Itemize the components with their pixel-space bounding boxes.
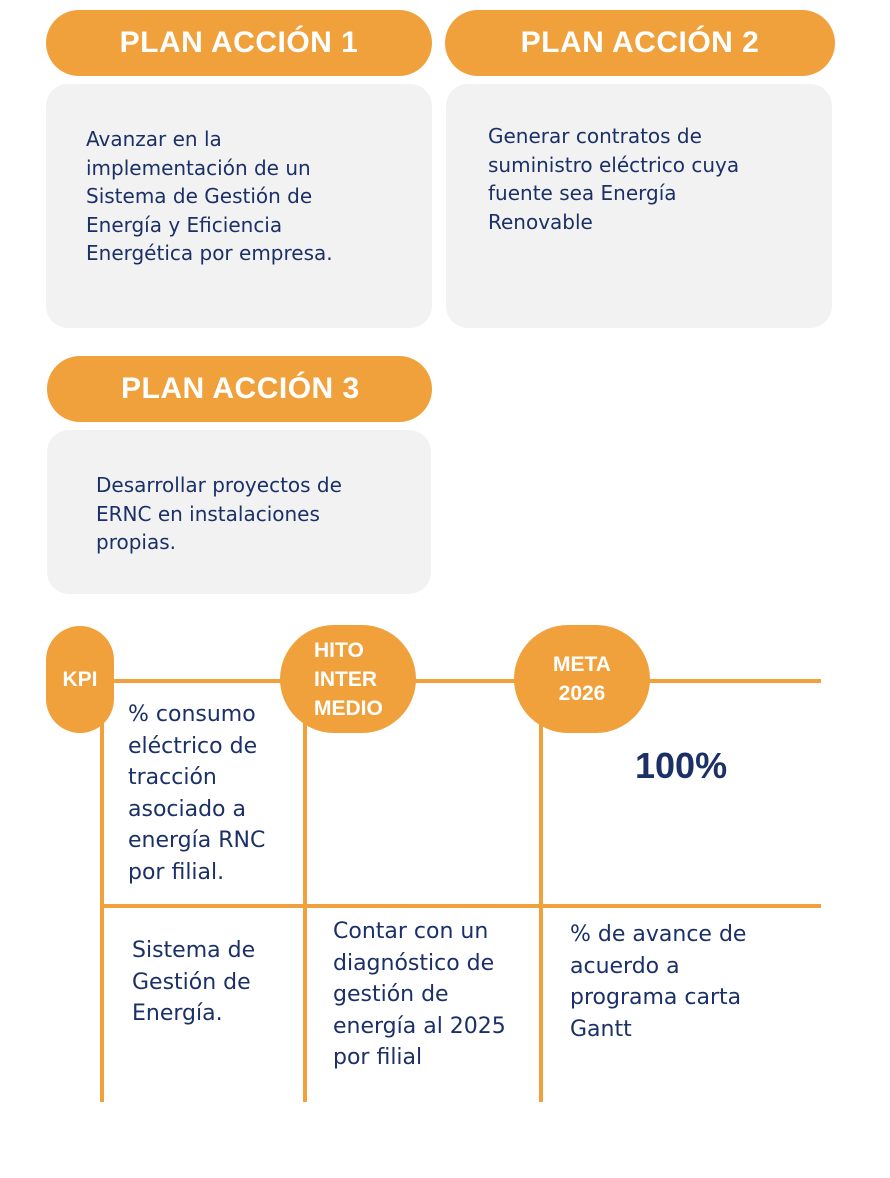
column-line-2 [303,680,307,1102]
plan-3-title: PLAN ACCIÓN 3 [121,372,360,405]
plan-1-card [46,84,432,328]
plan-2-card [446,84,832,328]
plan-2-title: PLAN ACCIÓN 2 [520,26,760,59]
plan-3-card [47,430,431,594]
row-2-meta: % de avance de acuerdo a programa carta Gantt [570,922,747,1042]
plan-2-description: Generar contratos de suministro eléctrico cuya fuente sea Energía Renovable [488,124,740,234]
plan-3-title-pill [47,356,432,422]
row-divider [101,904,821,908]
kpi-header [46,626,114,733]
meta-header [514,625,650,733]
plan-1-title-pill [46,10,432,76]
hito-header [280,625,416,733]
hito-header-label: HITO INTER MEDIO [314,638,383,720]
row-1-kpi: % consumo eléctrico de tracción asociado a energía RNC por filial. [128,702,266,885]
row-1-meta: 100% [635,745,728,786]
row-2-hito: Contar con un diagnóstico de gestión de energía al 2025 por filial [333,919,506,1070]
header-line [80,679,821,683]
column-line-1 [100,680,104,1102]
row-2-kpi: Sistema de Gestión de Energía. [132,938,256,1026]
column-line-3 [539,680,543,1102]
plan-2-title-pill [445,10,835,76]
meta-header-label: META 2026 [553,653,611,705]
plan-1-description: Avanzar en la implementación de un Sistema de Gestión de Energía y Eficiencia Energética por empresa. [86,127,333,265]
plan-3-description: Desarrollar proyectos de ERNC en instalaciones propias. [96,473,342,554]
kpi-header-label: KPI [62,668,98,691]
plan-1-title: PLAN ACCIÓN 1 [119,26,359,59]
